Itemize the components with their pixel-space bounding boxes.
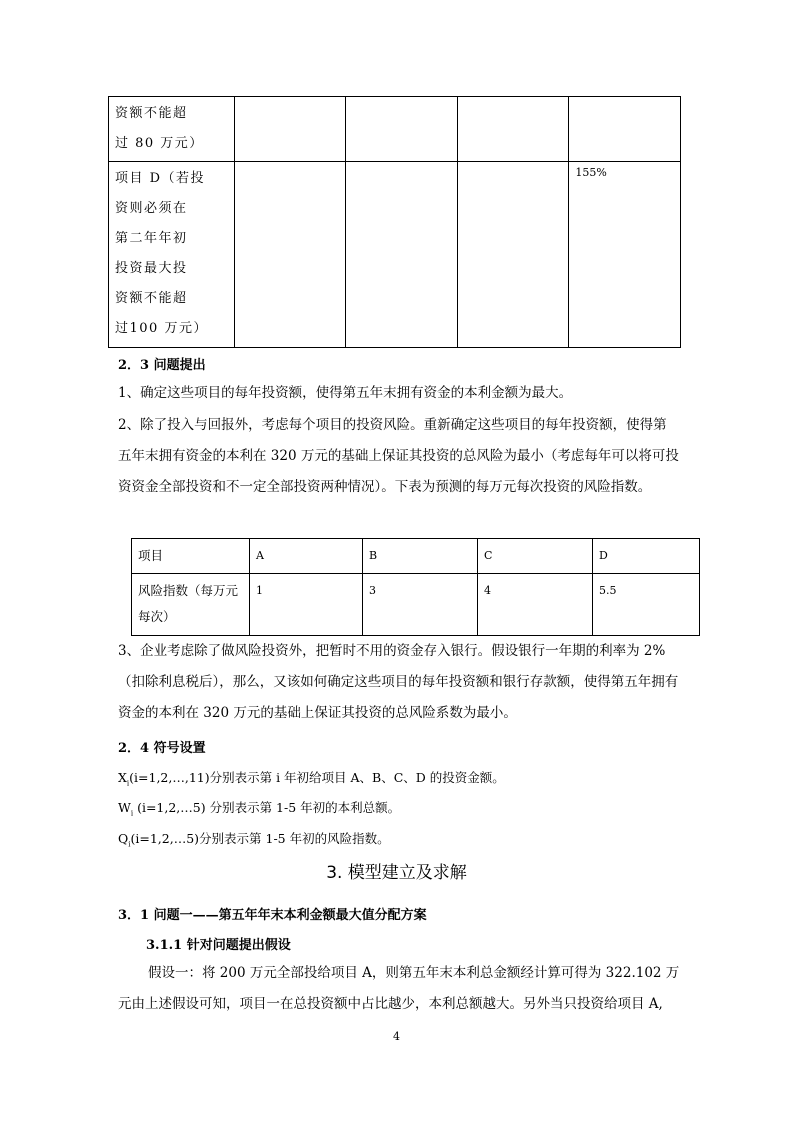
subsection-heading: 3.1.1 针对问题提出假设 xyxy=(146,938,291,953)
cell-line: 资额不能超 xyxy=(115,291,188,306)
table-cell: 风险指数（每万元每次） xyxy=(132,574,250,636)
table-header-cell: B xyxy=(363,539,478,574)
table-cell xyxy=(234,97,346,162)
table-row xyxy=(132,574,700,636)
cell-line: 投资最大投 xyxy=(115,261,188,276)
table-header-cell: C xyxy=(478,539,593,574)
cell-line: 第二年年初 xyxy=(115,231,188,246)
risk-index-table xyxy=(131,538,700,636)
cell-line: 项目 D（若投 xyxy=(115,171,206,186)
table-cell: 4 xyxy=(478,574,593,636)
table-row xyxy=(109,97,681,162)
cell-line: 资额不能超 xyxy=(115,106,188,121)
table-cell: 3 xyxy=(363,574,478,636)
section-heading: 3．1 问题一——第五年年末本利金额最大值分配方案 xyxy=(118,908,427,923)
table-cell: 155% xyxy=(569,162,681,348)
table-cell xyxy=(109,162,235,348)
table-header-cell: 项目 xyxy=(132,539,250,574)
paragraph: 假设一：将 200 万元全部投给项目 A，则第五年末本利总金额经计算可得为 322.102 万元由上述假设可知，项目一在总投资额中占比越少，本利总额越大。另外当只投资给项目 A, xyxy=(118,965,680,1012)
table-cell xyxy=(457,162,569,348)
symbol-definition: $W_i$ (i=1,2,…5) 分别表示第 1-5 年初的本利总额。 xyxy=(118,800,401,818)
cell-line: 资则必须在 xyxy=(115,201,188,216)
table-cell: 5.5 xyxy=(593,574,700,636)
page-number: 4 xyxy=(393,1030,400,1043)
table-cell xyxy=(234,162,346,348)
section-heading: 2．3 问题提出 xyxy=(118,358,206,373)
table-cell: 1 xyxy=(250,574,363,636)
table-row xyxy=(109,162,681,348)
paragraph: 2、除了投入与回报外，考虑每个项目的投资风险。重新确定这些项目的每年投资额，使得第五年末拥有资金的本利在 320 万元的基础上保证其投资的总风险为最小（考虑每年可以将可投资资金全部投资和不一定全部投资两种情况）。下表为预测的每万元每次投资的风险指数。 xyxy=(118,417,679,495)
chapter-title: 3. 模型建立及求解 xyxy=(326,863,467,883)
section-heading: 2．4 符号设置 xyxy=(118,741,206,756)
table-header-cell: D xyxy=(593,539,700,574)
table-cell xyxy=(346,162,458,348)
symbol-definition: $Q_i(i=1,2,\dots 5)$分别表示第 1-5 年初的风险指数。 xyxy=(118,831,390,849)
cell-line: 过 80 万元） xyxy=(115,136,204,151)
table-cell xyxy=(569,97,681,162)
table-header-cell: A xyxy=(250,539,363,574)
paragraph: 3、企业考虑除了做风险投资外，把暂时不用的资金存入银行。假设银行一年期的利率为 2%（扣除利息税后），那么，又该如何确定这些项目的每年投资额和银行存款额，使得第五年拥有资金的本利在 320 万元的基础上保证其投资的总风险系数为最小。 xyxy=(118,643,679,721)
symbol-definition: $X_i(i=1,2,\dots,11)$分别表示第 i 年初给项目 A、B、C、D 的投资金额。 xyxy=(118,770,505,788)
paragraph: 1、确定这些项目的每年投资额，使得第五年末拥有资金的本利金额为最大。 xyxy=(118,385,573,401)
table-cell xyxy=(457,97,569,162)
cell-line: 过100 万元） xyxy=(115,321,208,336)
table-row xyxy=(132,539,700,574)
table-cell xyxy=(346,97,458,162)
investment-table-continued xyxy=(108,96,681,348)
table-cell xyxy=(109,97,235,162)
